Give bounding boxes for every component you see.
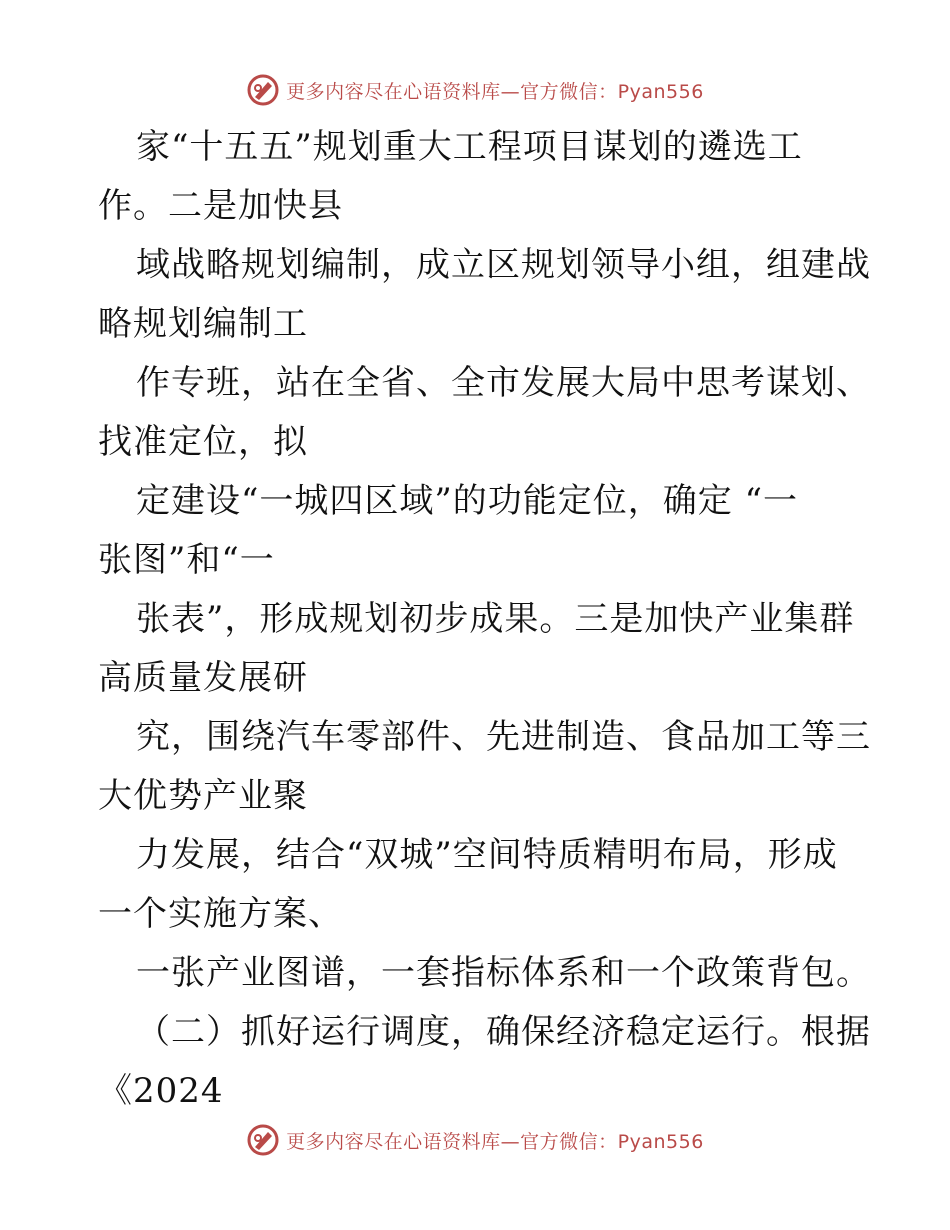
text-line: 域战略规划编制，成立区规划领导小组，组建战 [136,245,871,285]
text-line: 张图”和“一 [98,540,275,580]
text-line: 略规划编制工 [98,304,308,344]
logo-icon [246,1123,280,1157]
watermark-text: 更多内容尽在心语资料库—官方微信：Pyan556 [286,80,704,103]
text-line: 家“十五五”规划重大工程项目谋划的遴选工 [136,127,803,167]
text-line: （二）抓好运行调度，确保经济稳定运行。根据 [136,1012,871,1052]
text-line: 高质量发展研 [98,658,308,698]
text-line: 定建设“一城四区域”的功能定位，确定 “一 [136,481,798,521]
header-watermark [0,70,950,110]
text-line: 一个实施方案、 [98,894,343,934]
text-line: 作专班，站在全省、全市发展大局中思考谋划、 [136,363,871,403]
footer-watermark [0,1120,950,1160]
text-line: 找准定位，拟 [98,422,308,462]
text-line: 大优势产业聚 [98,776,308,816]
text-line: 张表”，形成规划初步成果。三是加快产业集群 [136,599,855,639]
text-line: 《2024 [98,1071,224,1111]
text-line: 究，围绕汽车零部件、先进制造、食品加工等三 [136,717,871,757]
text-line: 一张产业图谱，一套指标体系和一个政策背包。 [136,953,871,993]
text-line: 力发展，结合“双城”空间特质精明布局，形成 [136,835,838,875]
logo-icon [246,73,280,107]
text-line: 作。二是加快县 [98,186,343,226]
watermark-text: 更多内容尽在心语资料库—官方微信：Pyan556 [286,1130,704,1153]
document-body [98,118,888,1121]
